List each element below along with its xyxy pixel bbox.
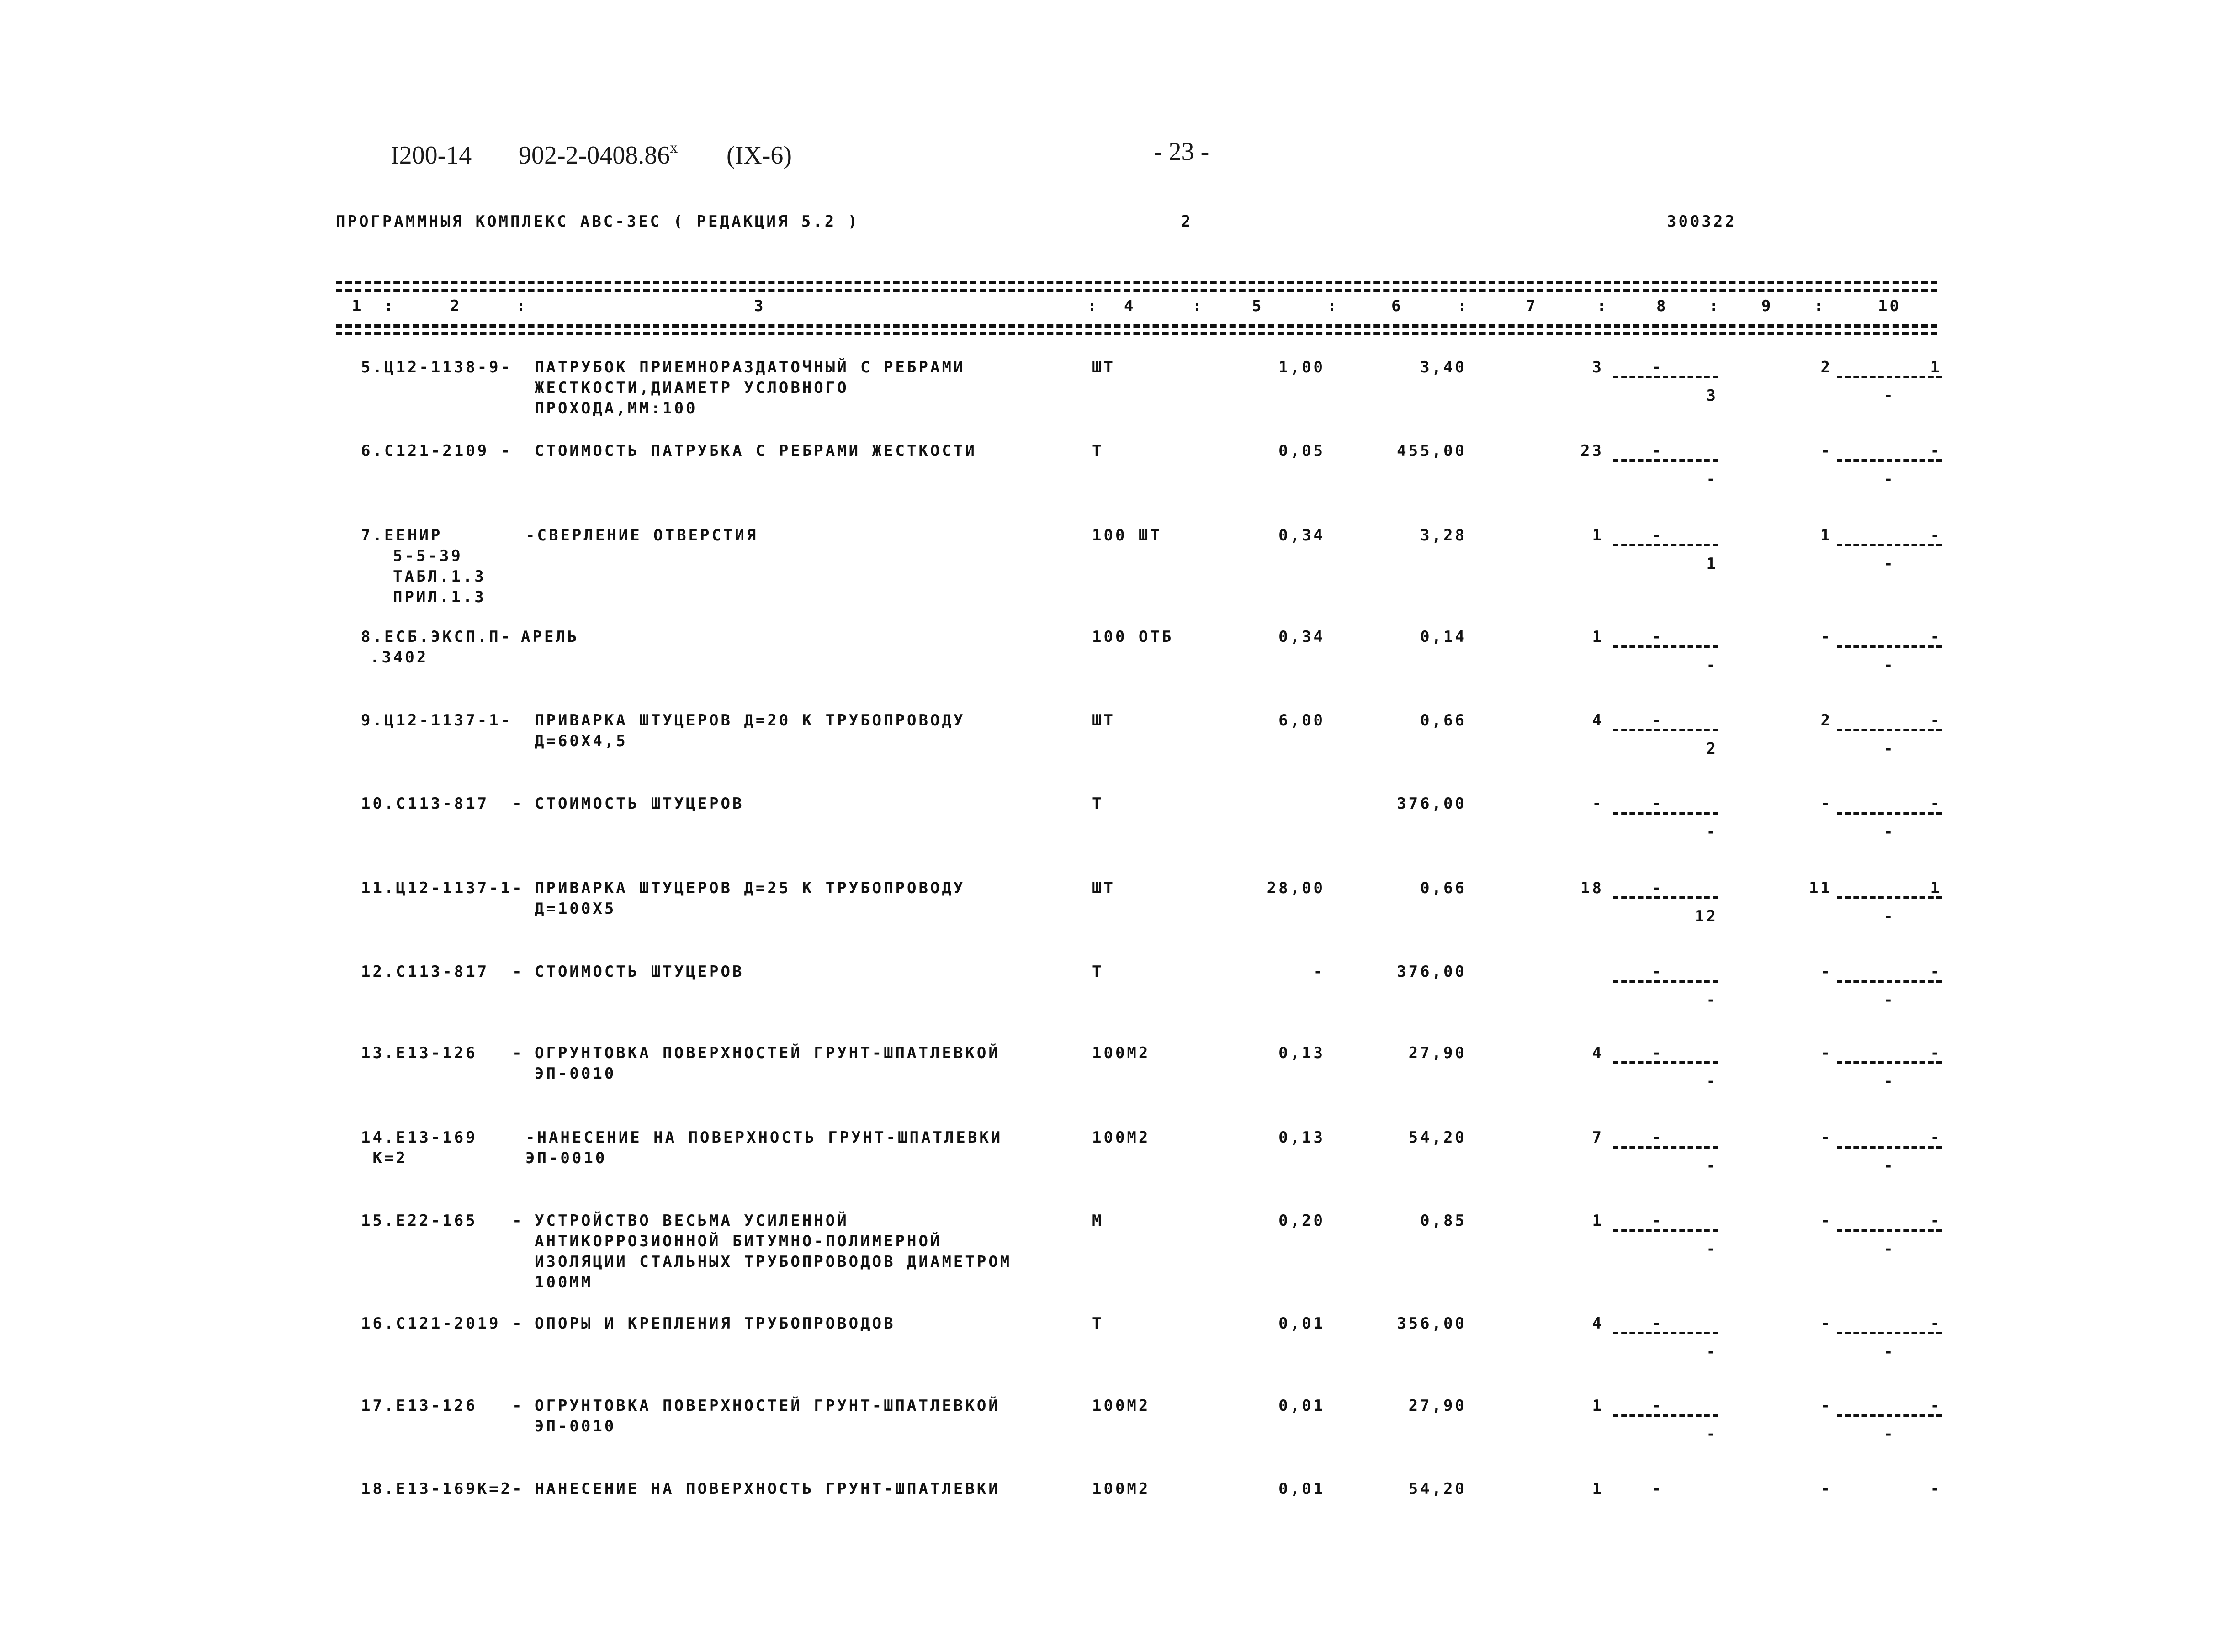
row-unit: ШТ bbox=[1092, 711, 1115, 730]
row-col9: 11 bbox=[1809, 879, 1832, 897]
row-reference: 16.С121-2019 - bbox=[361, 1314, 524, 1333]
row-col8-top: - bbox=[1652, 1314, 1664, 1333]
page-number: - 23 - bbox=[1154, 138, 1209, 166]
row-col7: 1 bbox=[1592, 1480, 1604, 1498]
row-unit: М bbox=[1092, 1212, 1104, 1230]
row-col8-fraction-line bbox=[1613, 376, 1718, 378]
row-unit-price: 0,85 bbox=[1420, 1212, 1467, 1230]
row-col10-top: - bbox=[1930, 628, 1942, 646]
row-col10-fraction-line bbox=[1837, 896, 1942, 899]
row-description: НАНЕСЕНИЕ НА ПОВЕРХНОСТЬ ГРУНТ-ШПАТЛЕВКИ bbox=[535, 1480, 1000, 1498]
row-col8-fraction-line bbox=[1613, 1414, 1718, 1417]
row-col9: - bbox=[1820, 1480, 1832, 1498]
row-col10-top: - bbox=[1930, 963, 1942, 981]
row-col9: - bbox=[1820, 1044, 1832, 1062]
row-col8-fraction-line bbox=[1613, 1229, 1718, 1232]
column-separator: : bbox=[1327, 297, 1339, 315]
row-col7: 4 bbox=[1592, 1044, 1604, 1062]
row-col10-top: - bbox=[1930, 1212, 1942, 1230]
row-col8-top: - bbox=[1652, 628, 1664, 646]
row-col10-top: - bbox=[1930, 711, 1942, 730]
row-unit-price: 54,20 bbox=[1408, 1128, 1467, 1147]
row-reference: К=2 bbox=[361, 1149, 408, 1167]
row-col8-bottom: - bbox=[1706, 991, 1718, 1009]
row-col8-top: - bbox=[1652, 442, 1664, 460]
row-col7: 1 bbox=[1592, 1397, 1604, 1415]
row-col8-bottom: - bbox=[1706, 1425, 1718, 1443]
row-col10-top: - bbox=[1930, 1397, 1942, 1415]
row-description: ПРИВАРКА ШТУЦЕРОВ Д=20 К ТРУБОПРОВОДУ bbox=[535, 711, 965, 730]
row-col9: - bbox=[1820, 1397, 1832, 1415]
column-number: 8 bbox=[1656, 297, 1668, 315]
row-col8-fraction-line bbox=[1613, 729, 1718, 731]
row-col8-fraction-line bbox=[1613, 1332, 1718, 1334]
row-description: СТОИМОСТЬ ПАТРУБКА С РЕБРАМИ ЖЕСТКОСТИ bbox=[535, 442, 977, 460]
row-description: ПРОХОДА,ММ:100 bbox=[535, 399, 698, 418]
row-reference: 17.Е13-126 - bbox=[361, 1397, 524, 1415]
row-col7: - bbox=[1592, 794, 1604, 813]
row-col8-top: - bbox=[1652, 1480, 1664, 1498]
row-unit-price: 0,66 bbox=[1420, 879, 1467, 897]
row-col10-bottom: - bbox=[1883, 555, 1895, 573]
row-col8-top: - bbox=[1652, 1397, 1664, 1415]
row-col8-fraction-line bbox=[1613, 1061, 1718, 1064]
row-unit: 100 ОТБ bbox=[1092, 628, 1174, 646]
row-description: ЭП-0010 bbox=[535, 1417, 616, 1435]
row-quantity: 0,01 bbox=[1278, 1397, 1325, 1415]
row-unit: 100М2 bbox=[1092, 1128, 1151, 1147]
row-col10-bottom: - bbox=[1883, 740, 1895, 758]
row-col9: - bbox=[1820, 963, 1832, 981]
row-col7: 7 bbox=[1592, 1128, 1604, 1147]
row-unit: Т bbox=[1092, 442, 1104, 460]
row-col10-fraction-line bbox=[1837, 645, 1942, 648]
header-rule-bottom-2 bbox=[336, 332, 1937, 335]
row-description: 100ММ bbox=[535, 1273, 593, 1292]
row-unit-price: 3,40 bbox=[1420, 358, 1467, 376]
row-description: ЖЕСТКОСТИ,ДИАМЕТР УСЛОВНОГО bbox=[535, 379, 849, 397]
row-col9: 2 bbox=[1820, 711, 1832, 730]
column-number: 2 bbox=[450, 297, 462, 315]
row-description: -НАНЕСЕНИЕ НА ПОВЕРХНОСТЬ ГРУНТ-ШПАТЛЕВКИ bbox=[525, 1128, 1003, 1147]
row-col8-fraction-line bbox=[1613, 645, 1718, 648]
row-description: ОПОРЫ И КРЕПЛЕНИЯ ТРУБОПРОВОДОВ bbox=[535, 1314, 896, 1333]
row-col7: 18 bbox=[1580, 879, 1604, 897]
row-reference: 14.Е13-169 bbox=[361, 1128, 477, 1147]
header-rule-top-2 bbox=[336, 289, 1937, 292]
row-unit-price: 0,66 bbox=[1420, 711, 1467, 730]
row-col10-top: 1 bbox=[1930, 879, 1942, 897]
row-col8-bottom: 12 bbox=[1695, 907, 1718, 926]
row-col10-bottom: - bbox=[1883, 656, 1895, 674]
row-col10-fraction-line bbox=[1837, 376, 1942, 378]
column-number: 1 bbox=[352, 297, 364, 315]
row-col10-bottom: - bbox=[1883, 1157, 1895, 1175]
row-description: СТОИМОСТЬ ШТУЦЕРОВ bbox=[535, 794, 744, 813]
row-col9: - bbox=[1820, 628, 1832, 646]
row-unit: 100 ШТ bbox=[1092, 526, 1162, 545]
row-unit-price: 376,00 bbox=[1397, 963, 1467, 981]
row-reference: 11.Ц12-1137-1- bbox=[361, 879, 524, 897]
column-number: 4 bbox=[1124, 297, 1136, 315]
row-col7: 1 bbox=[1592, 1212, 1604, 1230]
column-separator: : bbox=[516, 297, 528, 315]
row-unit-price: 27,90 bbox=[1408, 1397, 1467, 1415]
column-separator: : bbox=[1087, 297, 1099, 315]
row-col8-bottom: - bbox=[1706, 1157, 1718, 1175]
column-separator: : bbox=[384, 297, 396, 315]
row-unit-price: 455,00 bbox=[1397, 442, 1467, 460]
row-col10-fraction-line bbox=[1837, 729, 1942, 731]
row-col10-bottom: - bbox=[1883, 1343, 1895, 1361]
row-col10-bottom: - bbox=[1883, 1425, 1895, 1443]
row-col10-top: - bbox=[1930, 1128, 1942, 1147]
row-col9: 2 bbox=[1820, 358, 1832, 376]
row-unit-price: 0,14 bbox=[1420, 628, 1467, 646]
row-col10-bottom: - bbox=[1883, 907, 1895, 926]
row-quantity: 0,20 bbox=[1278, 1212, 1325, 1230]
row-description: ОГРУНТОВКА ПОВЕРХНОСТЕЙ ГРУНТ-ШПАТЛЕВКОЙ bbox=[535, 1044, 1000, 1062]
row-unit: 100М2 bbox=[1092, 1397, 1151, 1415]
header-rule-bottom bbox=[336, 324, 1937, 328]
row-unit-price: 54,20 bbox=[1408, 1480, 1467, 1498]
row-reference: 13.Е13-126 - bbox=[361, 1044, 524, 1062]
row-col8-top: - bbox=[1652, 879, 1664, 897]
row-reference: 6.С121-2109 - bbox=[361, 442, 513, 460]
row-col10-top: 1 bbox=[1930, 358, 1942, 376]
row-col8-fraction-line bbox=[1613, 544, 1718, 546]
row-reference: ПРИЛ.1.3 bbox=[393, 588, 486, 606]
row-col10-bottom: - bbox=[1883, 991, 1895, 1009]
row-col7: 23 bbox=[1580, 442, 1604, 460]
row-col10-top: - bbox=[1930, 526, 1942, 545]
column-number: 7 bbox=[1526, 297, 1538, 315]
row-reference: 12.С113-817 - bbox=[361, 963, 524, 981]
row-reference: 5-5-39 bbox=[393, 547, 463, 565]
row-reference: 9.Ц12-1137-1- bbox=[361, 711, 513, 730]
row-reference: 15.Е22-165 - bbox=[361, 1212, 524, 1230]
row-description: УСТРОЙСТВО ВЕСЬМА УСИЛЕННОЙ bbox=[535, 1212, 849, 1230]
row-col9: - bbox=[1820, 1212, 1832, 1230]
row-col10-fraction-line bbox=[1837, 1332, 1942, 1334]
row-col10-fraction-line bbox=[1837, 459, 1942, 462]
row-description: ИЗОЛЯЦИИ СТАЛЬНЫХ ТРУБОПРОВОДОВ ДИАМЕТРОМ bbox=[535, 1253, 1012, 1271]
row-unit: Т bbox=[1092, 794, 1104, 813]
column-number: 3 bbox=[754, 297, 766, 315]
row-col8-top: - bbox=[1652, 526, 1664, 545]
row-col10-fraction-line bbox=[1837, 1229, 1942, 1232]
row-col8-bottom: - bbox=[1706, 1072, 1718, 1091]
row-col8-top: - bbox=[1652, 794, 1664, 813]
row-col10-fraction-line bbox=[1837, 812, 1942, 815]
row-col10-top: - bbox=[1930, 1044, 1942, 1062]
row-col8-bottom: 1 bbox=[1706, 555, 1718, 573]
row-col8-bottom: - bbox=[1706, 656, 1718, 674]
row-col10-bottom: - bbox=[1883, 1240, 1895, 1258]
row-col10-fraction-line bbox=[1837, 1061, 1942, 1064]
row-col9: - bbox=[1820, 1128, 1832, 1147]
row-col8-top: - bbox=[1652, 358, 1664, 376]
column-number: 5 bbox=[1252, 297, 1264, 315]
row-unit: 100М2 bbox=[1092, 1480, 1151, 1498]
row-col10-fraction-line bbox=[1837, 544, 1942, 546]
row-col10-fraction-line bbox=[1837, 980, 1942, 983]
row-reference: 18.Е13-169К=2- bbox=[361, 1480, 524, 1498]
row-col7: 3 bbox=[1592, 358, 1604, 376]
project-number-text: 902-2-0408.86 bbox=[519, 141, 670, 169]
row-col8-top: - bbox=[1652, 1044, 1664, 1062]
row-col8-bottom: 2 bbox=[1706, 740, 1718, 758]
row-quantity: 0,34 bbox=[1278, 628, 1325, 646]
row-quantity: 0,01 bbox=[1278, 1480, 1325, 1498]
row-quantity: 28,00 bbox=[1267, 879, 1325, 897]
row-unit-price: 356,00 bbox=[1397, 1314, 1467, 1333]
row-col7: 1 bbox=[1592, 526, 1604, 545]
program-number: 2 bbox=[1181, 212, 1193, 231]
row-description: АНТИКОРРОЗИОННОЙ БИТУМНО-ПОЛИМЕРНОЙ bbox=[535, 1232, 942, 1250]
row-description: АРЕЛЬ bbox=[521, 628, 579, 646]
column-separator: : bbox=[1193, 297, 1204, 315]
column-separator: : bbox=[1814, 297, 1826, 315]
row-description: ПАТРУБОК ПРИЕМНОРАЗДАТОЧНЫЙ С РЕБРАМИ bbox=[535, 358, 965, 376]
document-index-code: 300322 bbox=[1667, 212, 1737, 231]
row-description: ОГРУНТОВКА ПОВЕРХНОСТЕЙ ГРУНТ-ШПАТЛЕВКОЙ bbox=[535, 1397, 1000, 1415]
row-description: СТОИМОСТЬ ШТУЦЕРОВ bbox=[535, 963, 744, 981]
row-col8-fraction-line bbox=[1613, 980, 1718, 983]
row-col8-top: - bbox=[1652, 1128, 1664, 1147]
row-quantity: 0,13 bbox=[1278, 1044, 1325, 1062]
row-quantity: 6,00 bbox=[1278, 711, 1325, 730]
column-number: 9 bbox=[1761, 297, 1773, 315]
row-col8-fraction-line bbox=[1613, 1146, 1718, 1149]
row-col10-bottom: - bbox=[1883, 387, 1895, 405]
row-unit: Т bbox=[1092, 1314, 1104, 1333]
row-col8-top: - bbox=[1652, 1212, 1664, 1230]
row-unit: Т bbox=[1092, 963, 1104, 981]
row-description: ЭП-0010 bbox=[535, 1064, 616, 1083]
row-description: ЭП-0010 bbox=[525, 1149, 607, 1167]
project-number bbox=[519, 141, 678, 170]
row-reference: 5.Ц12-1138-9- bbox=[361, 358, 513, 376]
column-separator: : bbox=[1597, 297, 1609, 315]
column-number: 6 bbox=[1391, 297, 1403, 315]
row-reference: .3402 bbox=[370, 648, 429, 667]
row-col8-top: - bbox=[1652, 711, 1664, 730]
row-col8-fraction-line bbox=[1613, 459, 1718, 462]
row-quantity: 0,01 bbox=[1278, 1314, 1325, 1333]
row-col8-bottom: 3 bbox=[1706, 387, 1718, 405]
row-col10-bottom: - bbox=[1883, 1072, 1895, 1091]
row-description: Д=100Х5 bbox=[535, 900, 616, 918]
header-rule-top bbox=[336, 281, 1937, 284]
row-col8-bottom: - bbox=[1706, 823, 1718, 841]
document-code: I200-14 bbox=[391, 141, 472, 169]
row-col10-fraction-line bbox=[1837, 1414, 1942, 1417]
row-unit-price: 3,28 bbox=[1420, 526, 1467, 545]
row-unit: 100М2 bbox=[1092, 1044, 1151, 1062]
row-col7: 4 bbox=[1592, 1314, 1604, 1333]
row-col8-bottom: - bbox=[1706, 470, 1718, 488]
row-description: ПРИВАРКА ШТУЦЕРОВ Д=25 К ТРУБОПРОВОДУ bbox=[535, 879, 965, 897]
row-reference: 10.С113-817 - bbox=[361, 794, 524, 813]
row-quantity: - bbox=[1313, 963, 1325, 981]
row-col9: - bbox=[1820, 442, 1832, 460]
column-number: 10 bbox=[1878, 297, 1901, 315]
project-number-superscript: x bbox=[670, 139, 678, 157]
row-col8-fraction-line bbox=[1613, 812, 1718, 815]
row-description: -СВЕРЛЕНИЕ ОТВЕРСТИЯ bbox=[525, 526, 758, 545]
column-separator: : bbox=[1458, 297, 1469, 315]
row-col8-fraction-line bbox=[1613, 896, 1718, 899]
row-quantity: 0,05 bbox=[1278, 442, 1325, 460]
row-quantity: 1,00 bbox=[1278, 358, 1325, 376]
row-col9: - bbox=[1820, 794, 1832, 813]
row-col8-bottom: - bbox=[1706, 1240, 1718, 1258]
row-description: Д=60Х4,5 bbox=[535, 732, 628, 750]
row-col10-top: - bbox=[1930, 794, 1942, 813]
sheet-label: (IX-6) bbox=[726, 141, 792, 169]
row-col10-bottom: - bbox=[1883, 823, 1895, 841]
row-col7: 4 bbox=[1592, 711, 1604, 730]
row-col8-top: - bbox=[1652, 963, 1664, 981]
row-unit-price: 376,00 bbox=[1397, 794, 1467, 813]
row-unit: ШТ bbox=[1092, 358, 1115, 376]
row-col9: 1 bbox=[1820, 526, 1832, 545]
row-quantity: 0,34 bbox=[1278, 526, 1325, 545]
row-reference: 7.ЕЕНИР bbox=[361, 526, 443, 545]
row-quantity: 0,13 bbox=[1278, 1128, 1325, 1147]
row-reference: ТАБЛ.1.3 bbox=[393, 567, 486, 586]
program-title: ПРОГРАММНЫЯ КОМПЛЕКС АВС-ЗЕС ( РЕДАКЦИЯ 5.2 ) bbox=[336, 212, 860, 231]
row-col10-top: - bbox=[1930, 1480, 1942, 1498]
row-reference: 8.ЕСБ.ЭКСП.П- bbox=[361, 628, 513, 646]
row-col9: - bbox=[1820, 1314, 1832, 1333]
row-unit-price: 27,90 bbox=[1408, 1044, 1467, 1062]
row-col10-bottom: - bbox=[1883, 470, 1895, 488]
row-col10-fraction-line bbox=[1837, 1146, 1942, 1149]
row-unit: ШТ bbox=[1092, 879, 1115, 897]
row-col7: 1 bbox=[1592, 628, 1604, 646]
column-separator: : bbox=[1709, 297, 1721, 315]
row-col10-top: - bbox=[1930, 442, 1942, 460]
row-col10-top: - bbox=[1930, 1314, 1942, 1333]
row-col8-bottom: - bbox=[1706, 1343, 1718, 1361]
